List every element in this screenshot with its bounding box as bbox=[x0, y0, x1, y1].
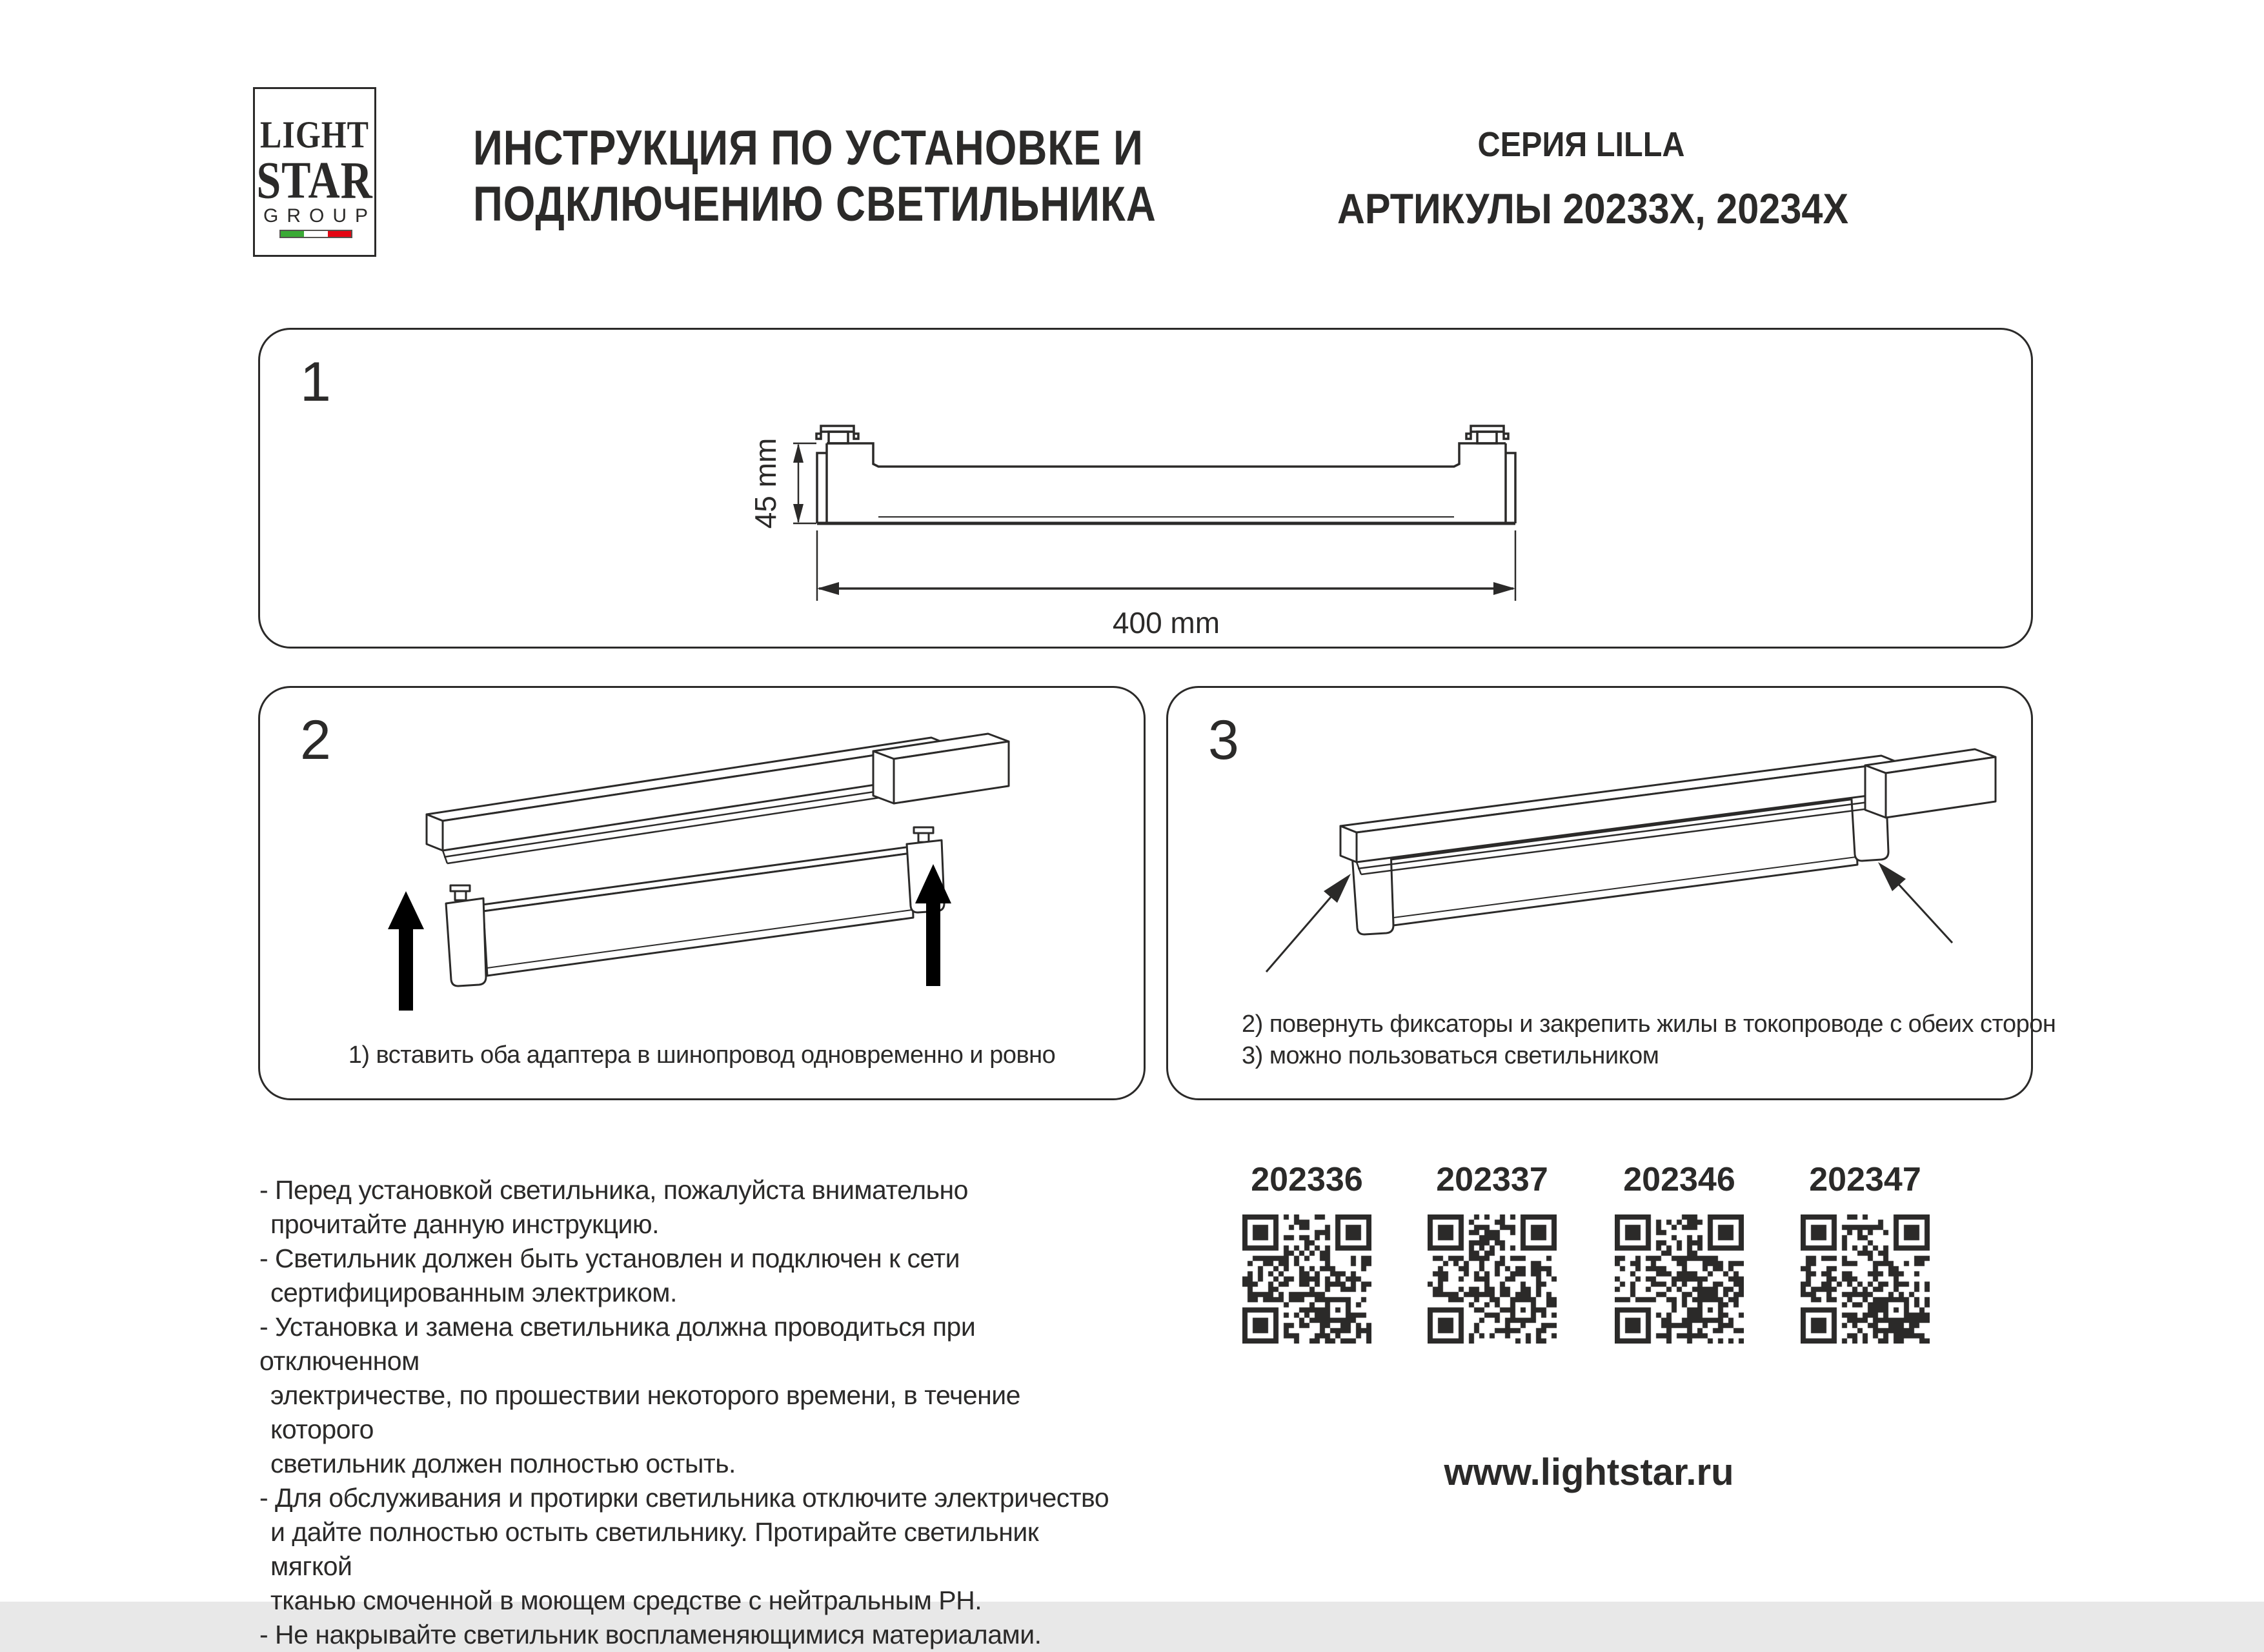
fixator-pointer-right-icon bbox=[1878, 862, 1952, 943]
article-code: 202346 bbox=[1623, 1161, 1735, 1198]
step2-number: 2 bbox=[300, 709, 331, 771]
safety-notes bbox=[259, 1173, 1111, 1652]
series-name: СЕРИЯ LILLA bbox=[1477, 125, 1685, 164]
safety-line: светильник должен полностью остыть. bbox=[270, 1449, 736, 1478]
step1-panel bbox=[258, 328, 2033, 649]
flag-stripe-white bbox=[304, 231, 327, 237]
step3-caption-line1: 2) повернуть фиксаторы и закрепить жилы в токопроводе с обеих сторон bbox=[1242, 1011, 2056, 1038]
safety-line: - Перед установкой светильника, пожалуйста внимательно bbox=[259, 1175, 968, 1205]
step1-number: 1 bbox=[300, 351, 331, 413]
step2-diagram bbox=[260, 688, 1144, 1098]
fixture-drawing bbox=[446, 827, 944, 986]
logo-word-group: GROUP bbox=[263, 205, 377, 227]
step3-panel bbox=[1166, 686, 2056, 1100]
step3-caption-line2: 3) можно пользоваться светильником bbox=[1242, 1042, 1659, 1069]
page-title bbox=[473, 120, 1280, 232]
step3-number: 3 bbox=[1208, 709, 1239, 771]
flag-stripe-green bbox=[281, 231, 304, 237]
safety-line: электричестве, по прошествии некоторого времени, в течение которого bbox=[270, 1380, 1020, 1444]
up-arrow-left-icon bbox=[388, 891, 424, 1011]
articles-header: АРТИКУЛЫ 20233X, 20234X bbox=[1337, 185, 1849, 232]
safety-line: - Светильник должен быть установлен и подключен к сети bbox=[259, 1244, 960, 1273]
dim-width-label: 400 mm bbox=[1112, 606, 1220, 640]
series-block bbox=[1310, 126, 1852, 230]
lightstar-logo bbox=[253, 87, 376, 257]
logo-word-light: LIGHT bbox=[260, 113, 369, 156]
qr-code-202337 bbox=[1428, 1214, 1557, 1344]
qr-code-202336 bbox=[1242, 1214, 1371, 1344]
safety-line: - Установка и замена светильника должна проводиться при отключенном bbox=[259, 1312, 976, 1376]
dimension-400mm bbox=[817, 530, 1515, 601]
article-202347 bbox=[1801, 1160, 1930, 1344]
fixator-pointer-left-icon bbox=[1266, 874, 1351, 972]
safety-line: сертифицированным электриком. bbox=[270, 1278, 677, 1307]
step2-panel bbox=[258, 686, 1146, 1100]
website-url: www.lightstar.ru bbox=[1444, 1451, 1734, 1493]
article-code: 202347 bbox=[1809, 1161, 1921, 1198]
dimension-45mm bbox=[793, 443, 816, 523]
article-202337 bbox=[1428, 1160, 1557, 1344]
article-code: 202336 bbox=[1251, 1161, 1363, 1198]
safety-line: прочитайте данную инструкцию. bbox=[270, 1209, 659, 1239]
article-202336 bbox=[1242, 1160, 1371, 1344]
article-code: 202337 bbox=[1436, 1161, 1548, 1198]
safety-line: тканью смоченной в моющем средстве с нейтральным PH. bbox=[270, 1586, 982, 1615]
italian-flag-icon bbox=[279, 230, 352, 238]
page-title-line1: ИНСТРУКЦИЯ ПО УСТАНОВКЕ И bbox=[473, 121, 1144, 176]
article-202346 bbox=[1615, 1160, 1744, 1344]
step1-diagram bbox=[260, 330, 2031, 647]
qr-code-202346 bbox=[1615, 1214, 1744, 1344]
safety-line: - Для обслуживания и протирки светильника отключите электричество bbox=[259, 1483, 1109, 1513]
flag-stripe-red bbox=[328, 231, 351, 237]
fixture-side-view bbox=[816, 426, 1515, 523]
logo-word-star: STAR bbox=[256, 150, 373, 210]
safety-line: - Не накрывайте светильник воспламеняющимися материалами. bbox=[259, 1620, 1042, 1649]
qr-code-202347 bbox=[1801, 1214, 1930, 1344]
step2-caption: 1) вставить оба адаптера в шинопровод одновременно и ровно bbox=[348, 1042, 1056, 1069]
page-title-line2: ПОДКЛЮЧЕНИЮ СВЕТИЛЬНИКА bbox=[473, 177, 1157, 232]
safety-line: и дайте полностью остыть светильнику. Протирайте светильник мягкой bbox=[270, 1517, 1039, 1581]
dim-height-label: 45 mm bbox=[749, 438, 782, 529]
